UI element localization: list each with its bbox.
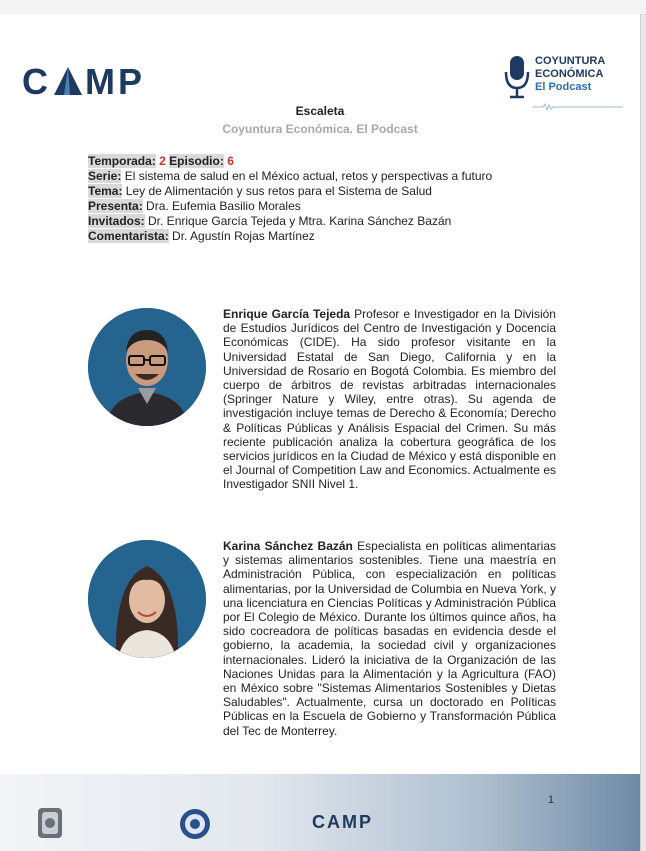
podcast-line-3: El Podcast	[535, 81, 592, 93]
tema-label: Tema:	[88, 184, 123, 198]
logo-letters-mp: MP	[85, 61, 145, 102]
meta-tema-row	[88, 184, 492, 199]
episodio-label: Episodio:	[169, 154, 224, 168]
podcast-line-1: COYUNTURA	[535, 55, 606, 67]
guest-photo-karina	[88, 540, 206, 658]
comentarista-value: Dr. Agustín Rojas Martínez	[172, 229, 315, 243]
tema-value: Ley de Alimentación y sus retos para el Sistema de Salud	[125, 184, 432, 198]
serie-label: Serie:	[88, 169, 122, 183]
invitados-value: Dr. Enrique García Tejeda y Mtra. Karina Sánchez Bazán	[148, 214, 452, 228]
camp-logo	[22, 61, 145, 102]
podcast-title	[535, 55, 605, 94]
meta-invitados-row	[88, 214, 492, 229]
unam-seal-icon	[36, 806, 64, 840]
guest-bio-text: Profesor e Investigador en la División de Estudios Jurídicos del Centro de Investigación y Docencia Económicas (CIDE). Ha sido profesor visitante en la Universidad Estatal de San Diego, California y en la Universidad de Rosario en Bogotá Colombia. Es miembro del cuerpo de árbitros de revistas arbitradas internacionales (Springer Nature y Wiley, entre otras). Su agenda de investigación incluye temas de Derecho & Economía; Derecho & Políticas Públicas y Análisis Espacial del Crimen. Su más reciente publicación analiza la cobertura geográfica de los servicios jurídicos en la Ciudad de México y está disponible en el Journal of Competition Law and Economics. Actualmente es Investigador SNII Nivel 1.	[223, 307, 556, 492]
meta-serie-row	[88, 169, 492, 184]
microphone-icon	[503, 54, 533, 100]
meta-presenta-row	[88, 199, 492, 214]
episode-metadata	[88, 154, 492, 244]
comentarista-label: Comentarista:	[88, 229, 169, 243]
page-footer	[0, 774, 640, 851]
logo-letter-c: C	[22, 61, 51, 102]
temporada-label: Temporada:	[88, 154, 156, 168]
document-subtitle: Coyuntura Económica. El Podcast	[222, 122, 418, 136]
presenta-value: Dra. Eufemia Basilio Morales	[146, 199, 301, 213]
document-title: Escaleta	[295, 104, 345, 118]
institution-seal-icon	[178, 807, 212, 841]
guest-bio-enrique	[223, 307, 556, 492]
meta-temporada-row	[88, 154, 492, 169]
invitados-label: Invitados:	[88, 214, 145, 228]
guest-bio-text: Especialista en políticas alimentarias y sistemas alimentarios sostenibles. Tiene una maestría en Administración Pública, con especialización en políticas alimentarias, por la Universidad de Columbia en Nueva York, y una licenciatura en Ciencias Políticas y Administración Pública por El Colegio de México. Durante los últimos quince años, ha sido cocreadora de políticas basadas en evidencia desde el gobierno, la academia, la sociedad civil y organizaciones internacionales. Lideró la iniciativa de la Organización de las Naciones Unidas para la Alimentación y la Agricultura (FAO) en México sobre "Sistemas Alimentarios Sostenibles y Dietas Saludables". Actualmente, cursa un doctorado en Políticas Públicas en la Escuela de Gobierno y Transformación Pública del Tec de Monterrey.	[223, 539, 557, 738]
page-number: 1	[548, 794, 555, 806]
guest-photo-enrique	[88, 308, 206, 426]
episodio-value: 6	[227, 154, 234, 168]
temporada-value: 2	[159, 154, 166, 168]
podcast-line-2: ECONÓMICA	[535, 68, 604, 80]
presenta-label: Presenta:	[88, 199, 143, 213]
logo-triangle-icon	[53, 66, 83, 96]
guest-bio-karina	[223, 539, 556, 738]
viewer-top-bar	[0, 0, 646, 15]
guest-name: Karina Sánchez Bazán	[223, 539, 353, 553]
document-page	[0, 14, 641, 851]
meta-comentarista-row	[88, 229, 492, 244]
footer-camp-logo: CAMP	[312, 812, 373, 832]
guest-name: Enrique García Tejeda	[223, 307, 351, 321]
serie-value: El sistema de salud en el México actual, retos y perspectivas a futuro	[124, 169, 493, 183]
